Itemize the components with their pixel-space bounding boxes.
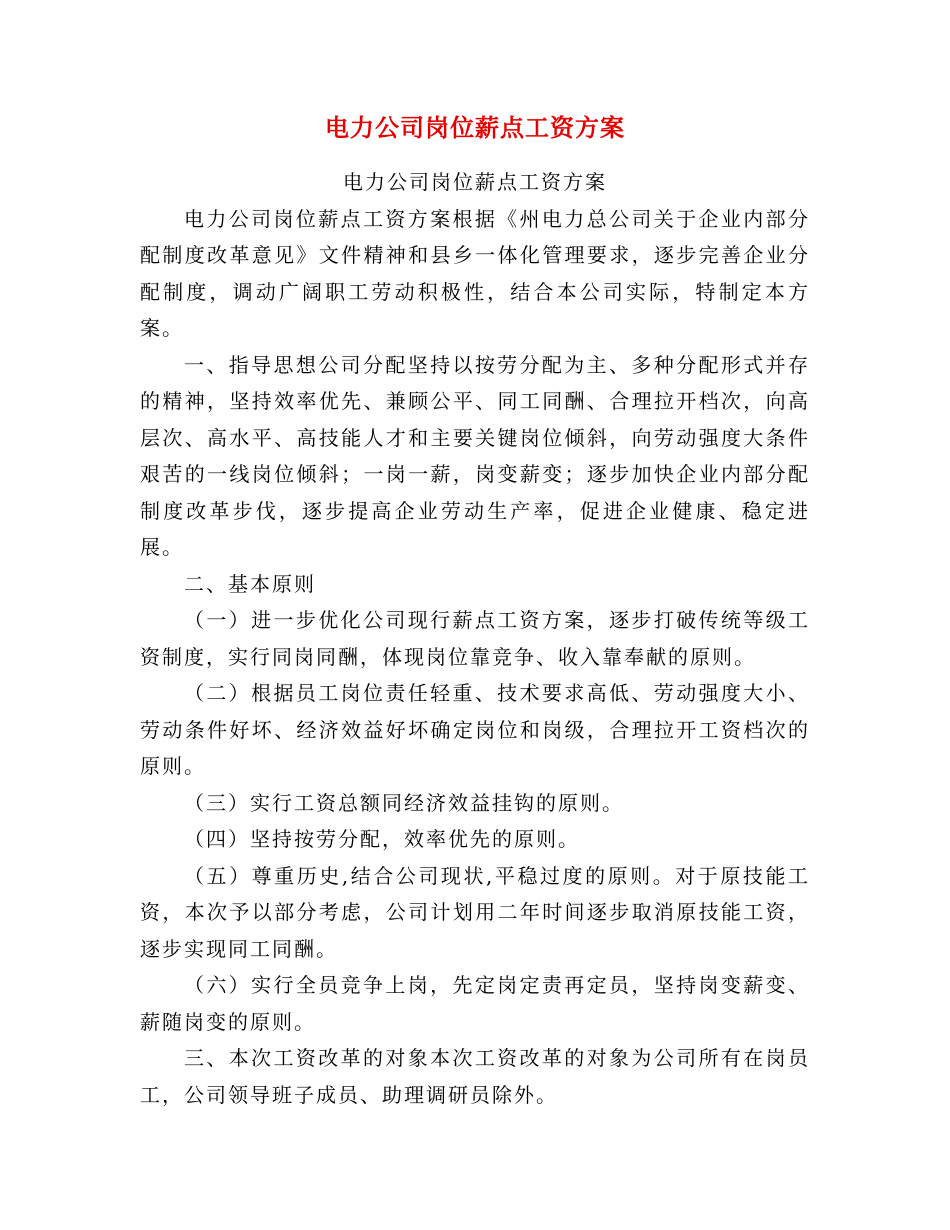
principle-item-1: （一）进一步优化公司现行薪点工资方案，逐步打破传统等级工资制度，实行同岗同酬，体现岗位靠竞争、收入靠奉献的原则。 [140, 608, 810, 669]
paragraph-reform-scope: 三、本次工资改革的对象本次工资改革的对象为公司所有在岗员工，公司领导班子成员、助理调研员除外。 [140, 1046, 810, 1107]
document-title: 电力公司岗位薪点工资方案 [325, 114, 625, 142]
paragraph-guiding-ideology: 一、指导思想公司分配坚持以按劳分配为主、多种分配形式并存的精神，坚持效率优先、兼顾公平、同工同酬、合理拉开档次，向高层次、高水平、高技能人才和主要关键岗位倾斜，向劳动强度大条件艰苦的一线岗位倾斜；一岗一薪，岗变薪变；逐步加快企业内部分配制度改革步伐，逐步提高企业劳动生产率，促进企业健康、稳定进展。 [140, 352, 810, 559]
principle-item-4: （四）坚持按劳分配，效率优先的原则。 [184, 827, 580, 851]
paragraph-intro: 电力公司岗位薪点工资方案根据《州电力总公司关于企业内部分配制度改革意见》文件精神和县乡一体化管理要求，逐步完善企业分配制度，调动广阔职工劳动积极性，结合本公司实际，特制定本方案。 [140, 206, 810, 340]
principle-item-5: （五）尊重历史,结合公司现状,平稳过度的原则。对于原技能工资，本次予以部分考虑，公司计划用二年时间逐步取消原技能工资，逐步实现同工同酬。 [140, 863, 810, 961]
principle-item-2: （二）根据员工岗位责任轻重、技术要求高低、劳动强度大小、劳动条件好坏、经济效益好坏确定岗位和岗级，合理拉开工资档次的原则。 [140, 681, 810, 778]
document-body [140, 164, 810, 1113]
principle-item-3: （三）实行工资总额同经济效益挂钩的原则。 [184, 790, 624, 815]
section-heading-basic-principles: 二、基本原则 [184, 571, 316, 596]
principle-item-6: （六）实行全员竞争上岗，先定岗定责再定员，坚持岗变薪变、薪随岗变的原则。 [140, 973, 810, 1034]
document-subtitle: 电力公司岗位薪点工资方案 [343, 170, 607, 194]
